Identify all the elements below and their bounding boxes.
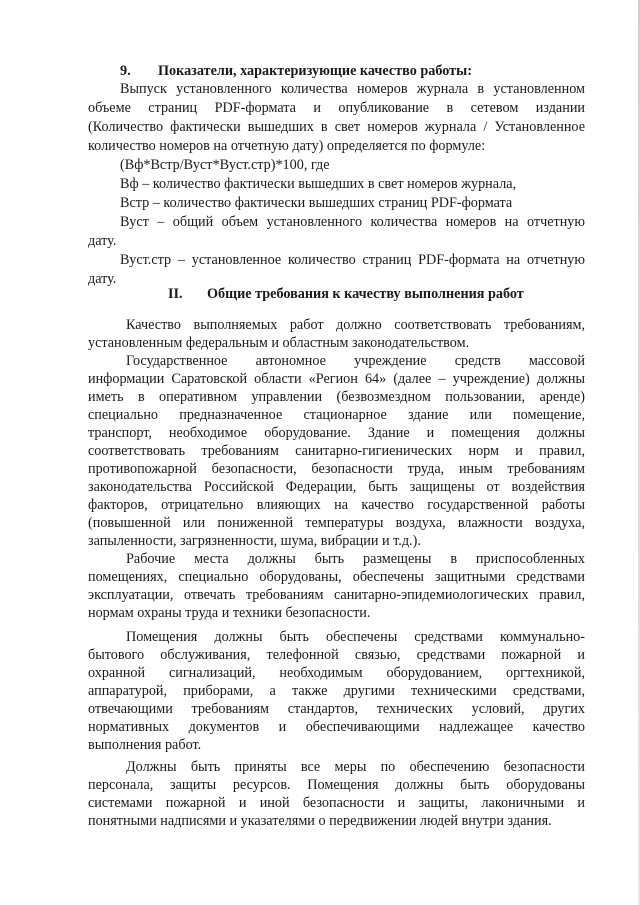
section-9-line: Вф – количество фактически вышедших в свет номеров журнала, xyxy=(120,176,517,192)
section-ii-line: установленным федеральным и областным законодательством. xyxy=(88,335,470,351)
section-ii-line: Рабочие места должны быть размещены в приспособленных xyxy=(126,551,585,567)
section-9-line: дату. xyxy=(88,271,117,287)
section-ii-line: факторов, отрицательно влияющих на качество государственной работы xyxy=(88,497,585,513)
section-9-line: количество номеров на отчетную дату) определяется по формуле: xyxy=(88,138,486,154)
section-ii-line: транспорт, необходимое оборудование. Здание и помещения должны xyxy=(88,425,585,441)
section-ii-line: иметь в оперативном управлении (безвозмездном пользовании, аренде) xyxy=(88,389,585,405)
section-9-line: (Количество фактически вышедших в свет номеров журнала / Установленное xyxy=(88,119,585,135)
section-9-line: Встр – количество фактически вышедших страниц PDF-формата xyxy=(120,195,513,211)
section-ii-line: Должны быть приняты все меры по обеспечению безопасности xyxy=(126,759,585,775)
section-ii-line: (повышенной или пониженной температуры воздуха, влажности воздуха, xyxy=(88,515,585,531)
section-ii-line: Помещения должны быть обеспечены средствами коммунально- xyxy=(126,629,585,645)
section-ii-heading: Общие требования к качеству выполнения работ xyxy=(207,286,524,302)
section-9-heading: Показатели, характеризующие качество работы: xyxy=(158,63,472,79)
section-9-line: Выпуск установленного количества номеров журнала в установленном xyxy=(120,81,585,97)
section-9-line: объеме страниц PDF-формата и опубликование в сетевом издании xyxy=(88,100,585,116)
section-ii-line: бытового обслуживания, телефонной связью, средствами пожарной и xyxy=(88,647,585,663)
section-9-line: Вуст – общий объем установленного количества номеров на отчетную xyxy=(120,214,585,230)
section-ii-line: информации Саратовской области «Регион 64» (далее – учреждение) должны xyxy=(88,371,585,387)
section-ii-line: выполнения работ. xyxy=(88,737,202,753)
section-ii-line: аппаратурой, приборами, а также другими техническими средствами, xyxy=(88,683,585,699)
section-ii-line: персонала, защиты ресурсов. Помещения должны быть оборудованы xyxy=(88,777,585,793)
section-ii-line: запыленности, загрязненности, шума, вибрации и т.д.). xyxy=(88,533,421,549)
section-ii-line: охранной сигнализаций, необходимым оборудованием, оргтехникой, xyxy=(88,665,585,681)
section-ii-line: отвечающими требованиям стандартов, технических условий, других xyxy=(88,701,585,717)
section-ii-line: специально предназначенное стационарное здание или помещение, xyxy=(88,407,585,423)
section-ii-line: нормативных документов и обеспечивающими надлежащее качество xyxy=(88,719,585,735)
section-ii-line: Качество выполняемых работ должно соответствовать требованиям, xyxy=(126,317,585,333)
section-ii-line: законодательства Российской Федерации, быть защищены от воздействия xyxy=(88,479,585,495)
section-ii-line: Государственное автономное учреждение средств массовой xyxy=(126,353,585,369)
section-ii-line: системами пожарной и иной безопасности и защиты, лаконичными и xyxy=(88,795,585,811)
section-9-line: Вуст.стр – установленное количество страниц PDF-формата на отчетную xyxy=(120,252,585,268)
section-ii-line: нормам охраны труда и техники безопасности. xyxy=(88,605,371,621)
formula: (Вф*Встр/Вуст*Вуст.стр)*100, где xyxy=(120,157,330,173)
section-ii-line: соответствовать требованиям санитарно-гигиенических норм и правил, xyxy=(88,443,585,459)
section-ii-line: противопожарной безопасности, безопасности труда, иным требованиям xyxy=(88,461,585,477)
section-9-number: 9. xyxy=(120,63,131,79)
section-ii-line: эксплуатации, отвечать требованиям санитарно-эпидемиологических правил, xyxy=(88,587,585,603)
section-ii-line: помещениях, специально оборудованы, обеспечены защитными средствами xyxy=(88,569,585,585)
section-ii-number: II. xyxy=(168,286,183,302)
section-ii-line: понятными надписями и указателями о передвижении людей внутри здания. xyxy=(88,813,552,829)
section-9-line: дату. xyxy=(88,233,117,249)
